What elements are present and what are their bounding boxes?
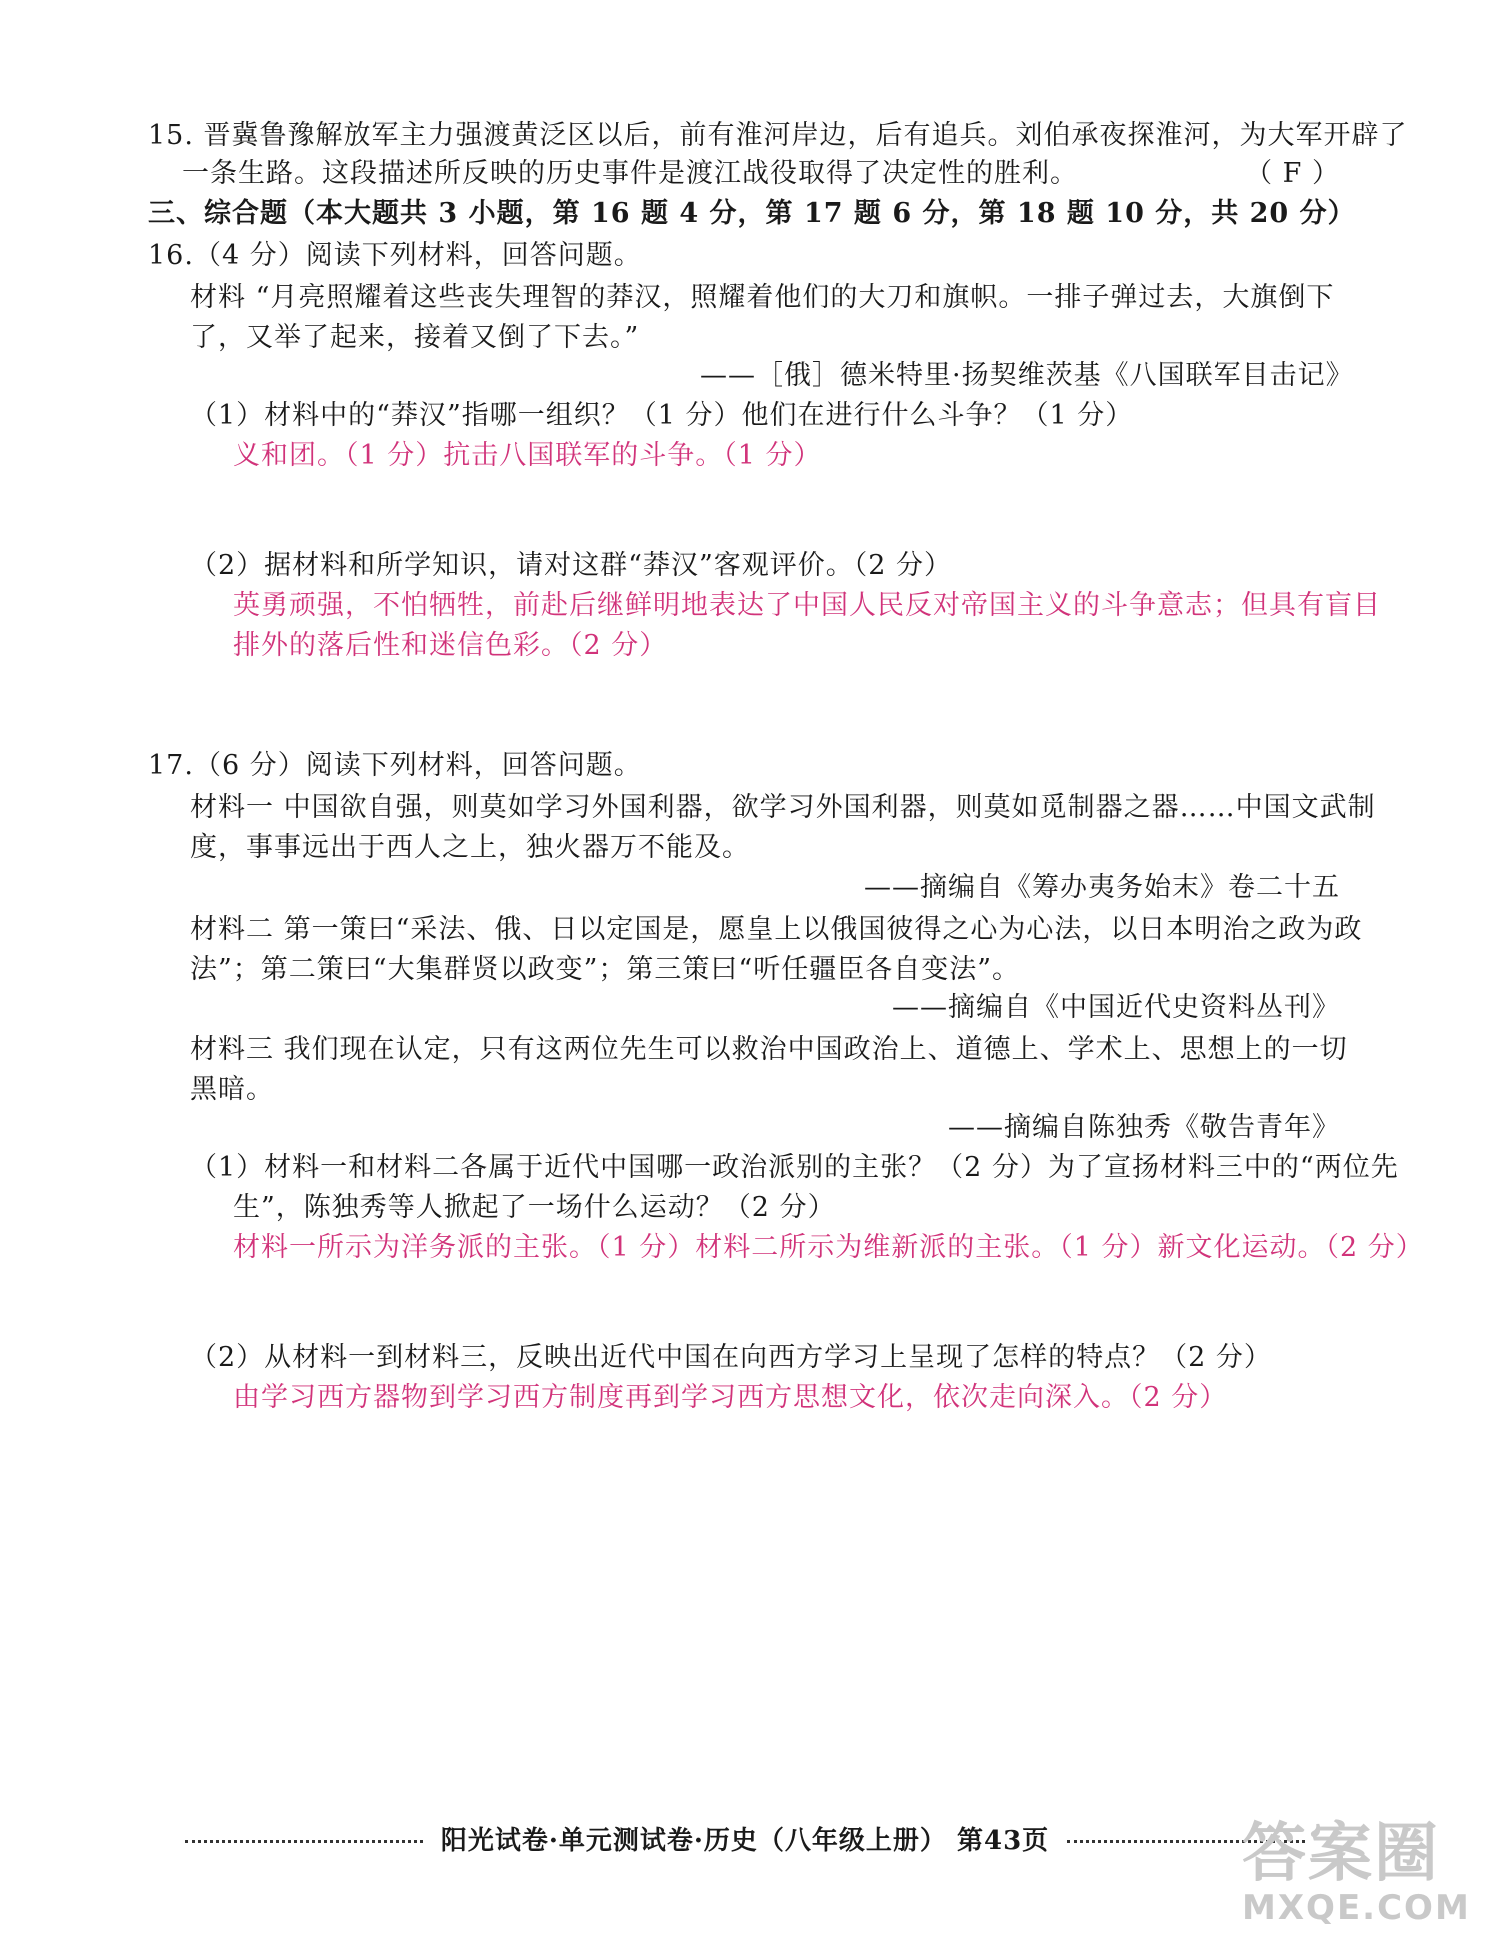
q16-stem: 16.（4 分）阅读下列材料，回答问题。 xyxy=(148,240,642,271)
q16-sub1-question: （1）材料中的“莽汉”指哪一组织？（1 分）他们在进行什么斗争？（1 分） xyxy=(190,400,1134,431)
q16-sub2-answer-line1: 英勇顽强，不怕牺牲，前赴后继鲜明地表达了中国人民反对帝国主义的斗争意志；但具有盲目 xyxy=(233,590,1381,621)
footer-text: 阳光试卷·单元测试卷·历史（八年级上册） 第43页 xyxy=(440,1825,1050,1856)
q17-m3-source: ——摘编自陈独秀《敬告青年》 xyxy=(948,1112,1340,1143)
q16-source: ——［俄］德米特里·扬契维茨基《八国联军目击记》 xyxy=(700,360,1354,391)
watermark-line2: MXQE.COM xyxy=(1242,1888,1471,1928)
q17-m2-line1: 材料二 第一策曰“采法、俄、日以定国是，愿皇上以俄国彼得之心为心法，以日本明治之政为政 xyxy=(190,914,1363,945)
q16-sub1-answer: 义和团。（1 分）抗击八国联军的斗争。（1 分） xyxy=(233,440,822,471)
q16-material-line1: 材料 “月亮照耀着这些丧失理智的莽汉，照耀着他们的大刀和旗帜。一排子弹过去，大旗倒下 xyxy=(190,282,1335,313)
q17-stem: 17.（6 分）阅读下列材料，回答问题。 xyxy=(148,750,642,781)
footer-dotted-rule-left xyxy=(185,1840,423,1843)
q17-sub2-answer: 由学习西方器物到学习西方制度再到学习西方思想文化，依次走向深入。（2 分） xyxy=(233,1382,1228,1413)
q16-material-line2: 了，又举了起来，接着又倒了下去。” xyxy=(190,322,640,353)
watermark-line1: 答案圈 xyxy=(1242,1817,1440,1891)
q17-sub1-answer: 材料一所示为洋务派的主张。（1 分）材料二所示为维新派的主张。（1 分）新文化运动。（2 分） xyxy=(233,1232,1424,1263)
q17-sub2-question: （2）从材料一到材料三，反映出近代中国在向西方学习上呈现了怎样的特点？（2 分） xyxy=(190,1342,1272,1373)
watermark-logo xyxy=(1242,1802,1482,1942)
q17-m1-line2: 度，事事远出于西人之上，独火器万不能及。 xyxy=(190,832,750,863)
page-footer xyxy=(185,1818,1305,1858)
q17-m3-line2: 黑暗。 xyxy=(190,1074,274,1105)
q15-answer-mark: （ F ） xyxy=(1245,158,1340,189)
q17-m1-source: ——摘编自《筹办夷务始末》卷二十五 xyxy=(864,872,1340,903)
q17-m2-line2: 法”；第二策曰“大集群贤以政变”；第三策曰“听任疆臣各自变法”。 xyxy=(190,954,1021,985)
q15-line2: 一条生路。这段描述所反映的历史事件是渡江战役取得了决定性的胜利。 xyxy=(182,158,1078,189)
q17-sub1-question-line2: 生”，陈独秀等人掀起了一场什么运动？（2 分） xyxy=(233,1192,836,1223)
q16-sub2-answer-line2: 排外的落后性和迷信色彩。（2 分） xyxy=(233,630,668,661)
q17-m3-line1: 材料三 我们现在认定，只有这两位先生可以救治中国政治上、道德上、学术上、思想上的一切 xyxy=(190,1034,1348,1065)
q16-sub2-question: （2）据材料和所学知识，请对这群“莽汉”客观评价。（2 分） xyxy=(190,550,953,581)
q17-m1-line1: 材料一 中国欲自强，则莫如学习外国利器，欲学习外国利器，则莫如觅制器之器……中国文武制 xyxy=(190,792,1376,823)
section3-title: 三、综合题（本大题共 3 小题，第 16 题 4 分，第 17 题 6 分，第 18 题 10 分，共 20 分） xyxy=(148,198,1356,229)
q17-m2-source: ——摘编自《中国近代史资料丛刊》 xyxy=(892,992,1340,1023)
q17-sub1-question-line1: （1）材料一和材料二各属于近代中国哪一政治派别的主张？（2 分）为了宣扬材料三中的“两位先 xyxy=(190,1152,1399,1183)
q15-line1: 15. 晋冀鲁豫解放军主力强渡黄泛区以后，前有淮河岸边，后有追兵。刘伯承夜探淮河，为大军开辟了 xyxy=(148,120,1408,151)
